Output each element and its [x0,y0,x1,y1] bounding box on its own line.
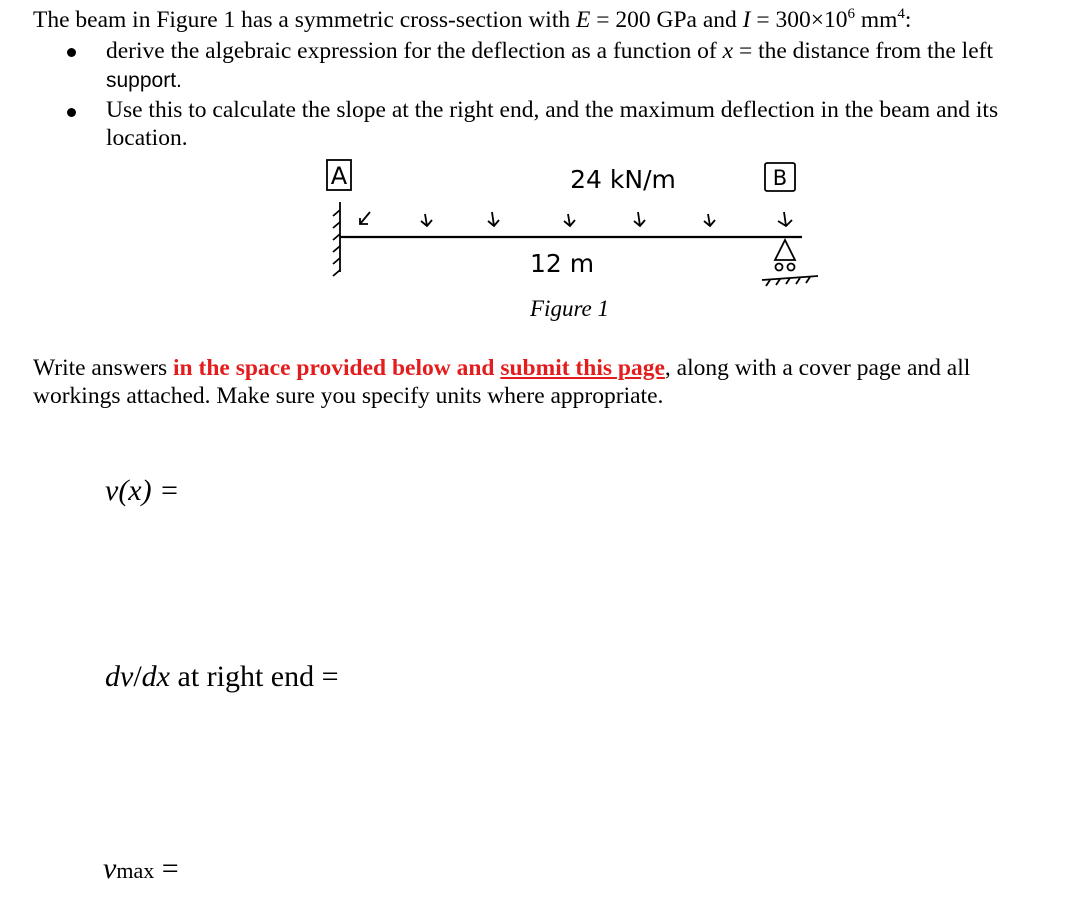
bullet-dot [67,108,76,117]
instructions-emphasis: in the space provided below and [173,355,501,381]
slope-divider: / [133,660,142,693]
bullet-1-text: derive the algebraic expression for the deflection as a function of [106,38,723,64]
bullet-2-line-1: Use this to calculate the slope at the right end, and the maximum deflection in the beam and its [106,97,999,123]
load-arrow-4 [564,214,575,226]
inertia-value: = 300×10 [750,7,848,33]
load-arrow-1 [360,212,370,224]
instructions-submit-emphasis: submit this page [500,355,665,381]
bullet-2-line-2: location. [106,125,188,151]
intro-text: The beam in Figure 1 has a symmetric cross-section with [33,7,576,33]
instructions-text: Write answers [33,355,174,381]
roller-support-b [762,240,818,286]
load-arrow-6 [704,214,715,226]
fixed-support-a [333,202,340,276]
load-arrow-3 [488,212,499,226]
slope-answer-label [105,660,339,694]
instructions-line-1 [33,354,970,382]
support-b-label [765,163,795,191]
support-a-label [327,160,351,190]
inertia-symbol: I [742,7,751,33]
label-b-text: B [772,166,788,190]
inertia-unit: mm [854,7,898,33]
instructions-text-end: , along with a cover page and all [664,355,971,381]
max-deflection-answer-label [103,852,179,886]
x-variable: x [722,38,734,64]
bullet-1-line-2: support. [106,69,182,92]
inertia-unit-exponent: 4 [897,6,905,23]
deflection-answer-label: v(x) = [105,474,180,507]
label-a-text: A [330,162,348,190]
slope-label-text: at right end = [170,660,339,693]
vmax-equals: = [154,852,179,885]
load-arrow-5 [634,212,645,226]
bullet-1-line-1 [106,37,993,65]
load-arrow-7 [778,212,792,226]
slope-denominator: dx [141,660,170,693]
bullet-1-text-end: = the distance from the left [733,38,993,64]
inertia-exponent: 6 [847,6,855,23]
vmax-subscript: max [116,858,155,883]
vmax-symbol: v [103,852,117,885]
beam-figure [300,150,840,300]
load-arrows [360,212,792,226]
problem-statement [33,6,911,34]
intro-colon: : [904,7,912,33]
slope-numerator: dv [105,660,134,693]
span-length-label: 12 m [529,249,595,278]
instructions-line-2: workings attached. Make sure you specify units where appropriate. [33,383,664,409]
modulus-symbol: E [575,7,591,33]
load-arrow-2 [421,214,432,226]
bullet-dot [67,48,76,57]
modulus-value: = 200 GPa and [590,7,743,33]
distributed-load-label: 24 kN/m [570,165,676,194]
figure-caption: Figure 1 [530,296,609,321]
